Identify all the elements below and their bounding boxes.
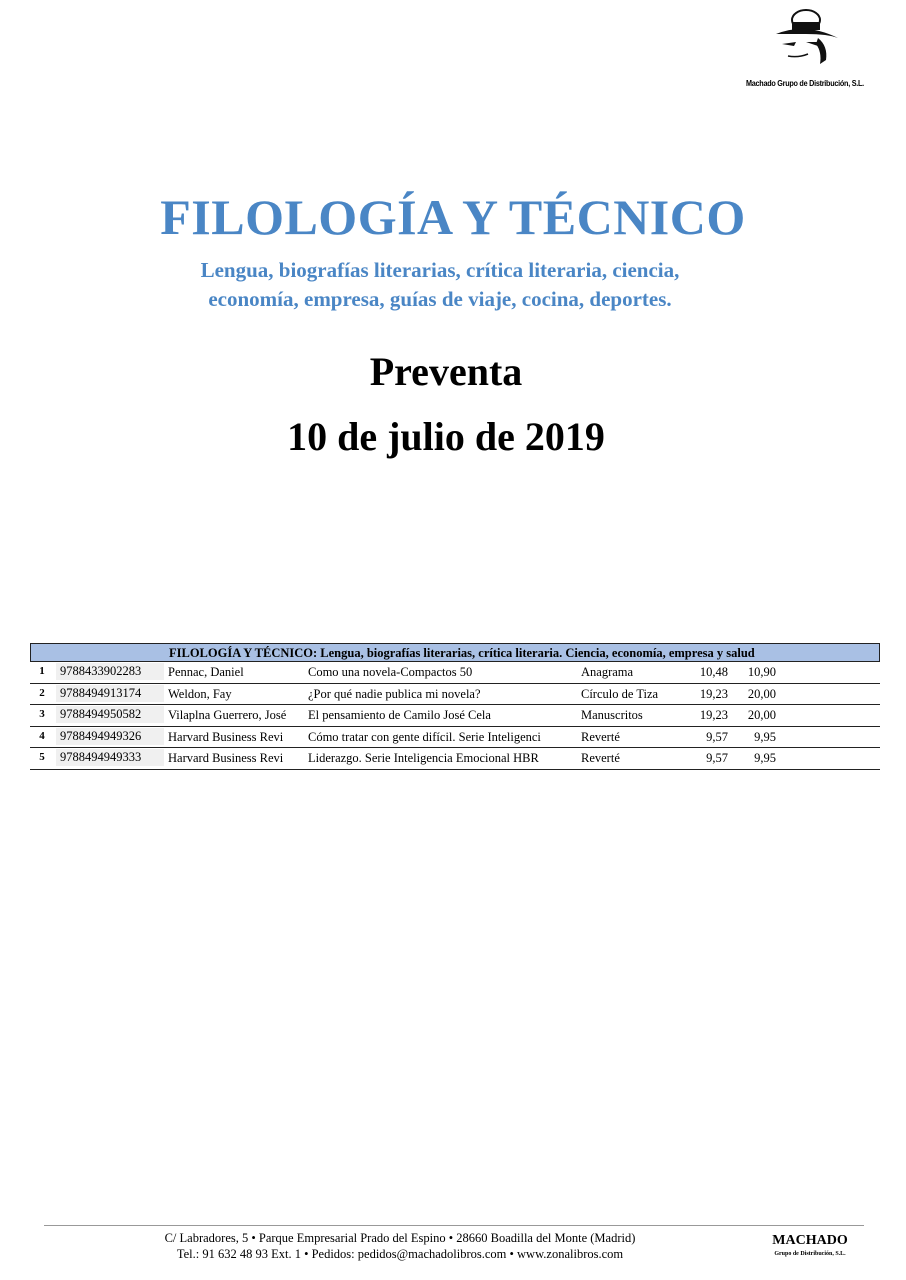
author: Harvard Business Revi (168, 751, 284, 765)
price: 9,95 (754, 751, 776, 765)
footer-divider (44, 1225, 864, 1226)
table-row (30, 748, 880, 770)
footer-brand-sub: Grupo de Distribución, S.L. (774, 1251, 846, 1257)
price-no-vat: 9,57 (706, 751, 728, 765)
table-row (30, 684, 880, 706)
price-no-vat: 19,23 (699, 686, 728, 701)
price: 20,00 (747, 708, 776, 722)
footer-contact: Tel.: 91 632 48 93 Ext. 1 • Pedidos: pedidos@machadolibros.com • www.zonalibros.com (176, 1247, 624, 1261)
publisher: Círculo de Tiza (581, 686, 659, 701)
table-row (30, 662, 880, 684)
book-title: El pensamiento de Camilo José Cela (308, 708, 491, 722)
table-header (30, 643, 880, 662)
page-title: FILOLOGÍA Y TÉCNICO (160, 189, 746, 245)
author: Vilaplna Guerrero, José (168, 708, 287, 722)
book-title: ¿Por qué nadie publica mi novela? (308, 686, 481, 701)
isbn: 9788494949326 (56, 728, 164, 745)
subtitle-line-2: economía, empresa, guías de viaje, cocina, deportes. (208, 287, 672, 311)
subtitle-line-1: Lengua, biografías literarias, crítica literaria, ciencia, (200, 258, 680, 282)
price-no-vat: 19,23 (699, 708, 728, 722)
row-number: 2 (39, 686, 45, 699)
release-date: 10 de julio de 2019 (287, 414, 605, 459)
isbn: 9788494913174 (56, 685, 164, 702)
publisher: Reverté (581, 751, 620, 765)
row-number: 4 (39, 729, 45, 742)
price: 20,00 (747, 686, 776, 701)
price: 10,90 (747, 665, 776, 679)
logo-caption: Machado Grupo de Distribución, S.L. (746, 78, 864, 88)
footer-address: C/ Labradores, 5 • Parque Empresarial Prado del Espino • 28660 Boadilla del Monte (Madrid) (164, 1231, 636, 1245)
preventa-heading: Preventa (369, 349, 523, 394)
publisher: Manuscritos (581, 708, 643, 722)
book-title: Liderazgo. Serie Inteligencia Emocional HBR (308, 751, 539, 765)
company-logo (738, 8, 888, 94)
table-row (30, 727, 880, 749)
price: 9,95 (754, 729, 776, 744)
book-title: Como una novela-Compactos 50 (308, 665, 473, 679)
table-row (30, 705, 880, 727)
author: Harvard Business Revi (168, 729, 284, 744)
row-number: 1 (39, 665, 45, 677)
author: Pennac, Daniel (168, 665, 244, 679)
publisher: Anagrama (581, 665, 634, 679)
publisher: Reverté (581, 729, 620, 744)
isbn: 9788494950582 (56, 706, 164, 723)
book-table (30, 643, 880, 770)
price-no-vat: 10,48 (699, 665, 728, 679)
price-no-vat: 9,57 (706, 729, 728, 744)
isbn: 9788433902283 (56, 663, 164, 680)
man-with-hat-icon (768, 8, 848, 74)
isbn: 9788494949333 (56, 749, 164, 766)
book-title: Cómo tratar con gente difícil. Serie Inteligenci (308, 729, 541, 744)
footer-brand: MACHADO (772, 1233, 848, 1248)
table-header-label: FILOLOGÍA Y TÉCNICO: Lengua, biografías literarias, crítica literaria. Ciencia, economía, empresa y salud (169, 646, 755, 660)
author: Weldon, Fay (168, 686, 232, 701)
row-number: 5 (39, 751, 45, 763)
row-number: 3 (39, 708, 45, 720)
